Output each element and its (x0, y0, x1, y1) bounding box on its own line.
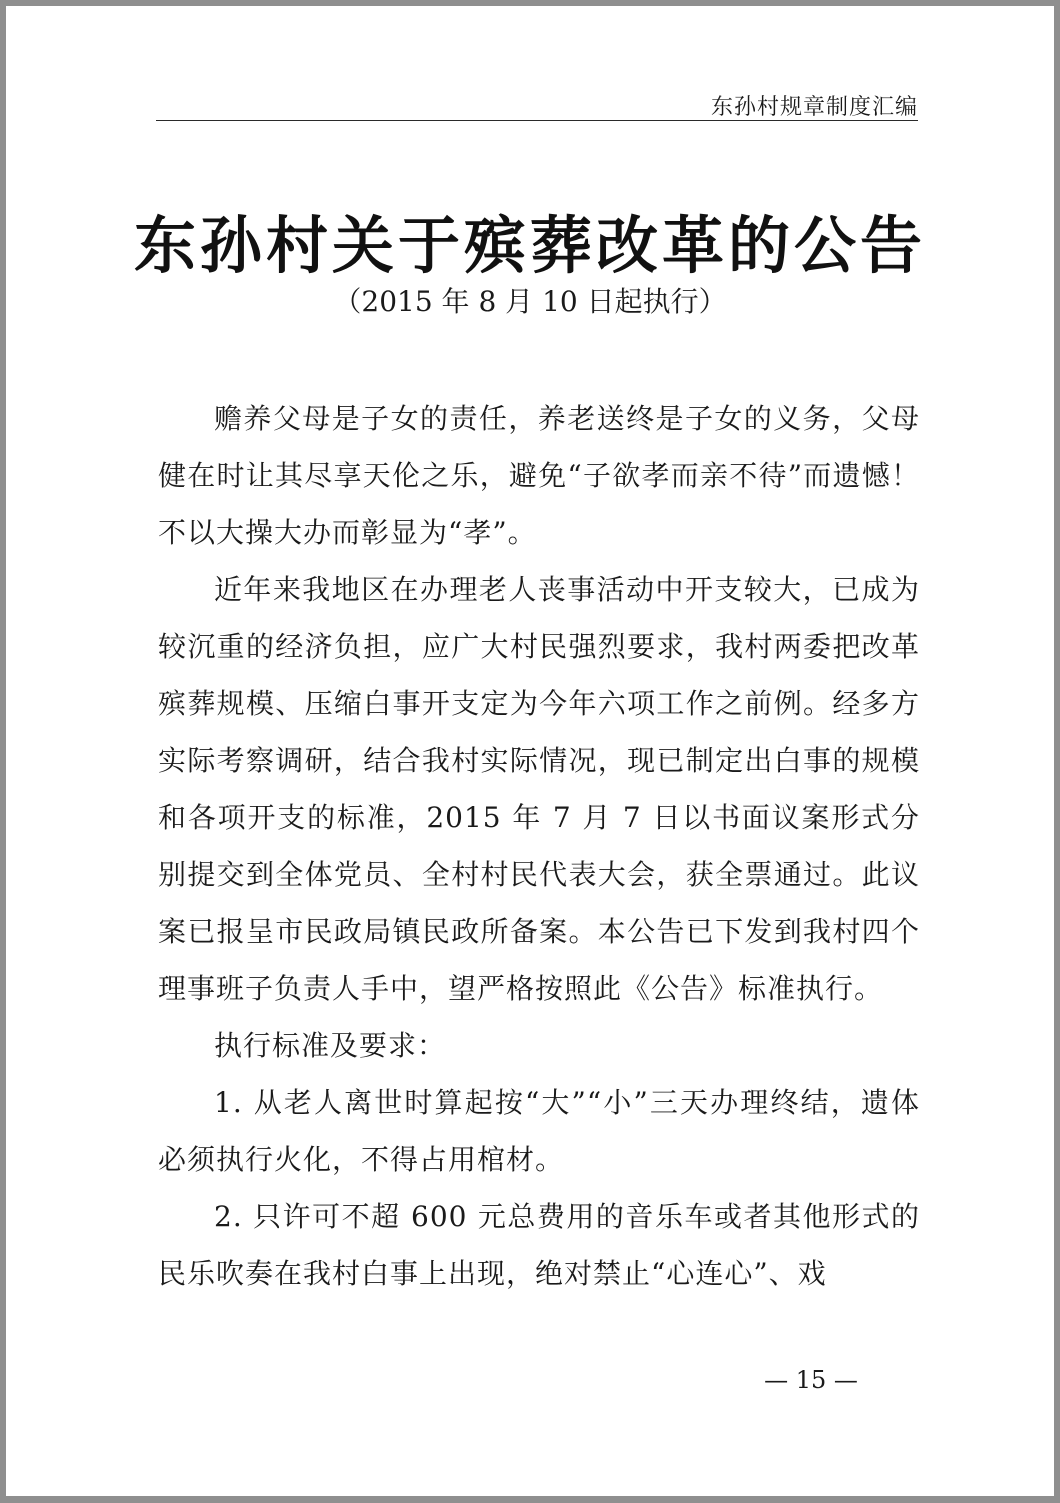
paragraph-background: 近年来我地区在办理老人丧事活动中开支较大，已成为较沉重的经济负担，应广大村民强烈要求，我村两委把改革殡葬规模、压缩白事开支定为今年六项工作之前例。经多方实际考察调研，结合我村实际情况，现已制定出白事的规模和各项开支的标准，2015 年 7 月 7 日以书面议案形式分别提交到全体党员、全村村民代表大会，获全票通过。此议案已报呈市民政局镇民政所备案。本公告已下发到我村四个理事班子负责人手中，望严格按照此《公告》标准执行。 (158, 573, 920, 1005)
header-rule (156, 120, 918, 121)
paragraph-rule-2: 2. 只许可不超 600 元总费用的音乐车或者其他形式的民乐吹奏在我村白事上出现，绝对禁止“心连心”、戏 (158, 1200, 920, 1290)
paragraph-rule-1: 1. 从老人离世时算起按“大”“小”三天办理终结，遗体必须执行火化，不得占用棺材。 (158, 1086, 920, 1176)
page-number: — 15 — (764, 1366, 858, 1394)
paragraph-filial-duty: 赡养父母是子女的责任，养老送终是子女的义务，父母健在时让其尽享天伦之乐，避免“子欲孝而亲不待”而遗憾！不以大操大办而彰显为“孝”。 (158, 402, 920, 549)
effective-date-subtitle: （2015 年 8 月 10 日起执行） (333, 285, 727, 318)
document-title: 东孙村关于殡葬改革的公告 (133, 209, 926, 282)
body-text (158, 390, 920, 1302)
document-page (6, 6, 1054, 1496)
paragraph-standards-heading: 执行标准及要求： (214, 1029, 447, 1062)
running-header: 东孙村规章制度汇编 (710, 95, 918, 120)
